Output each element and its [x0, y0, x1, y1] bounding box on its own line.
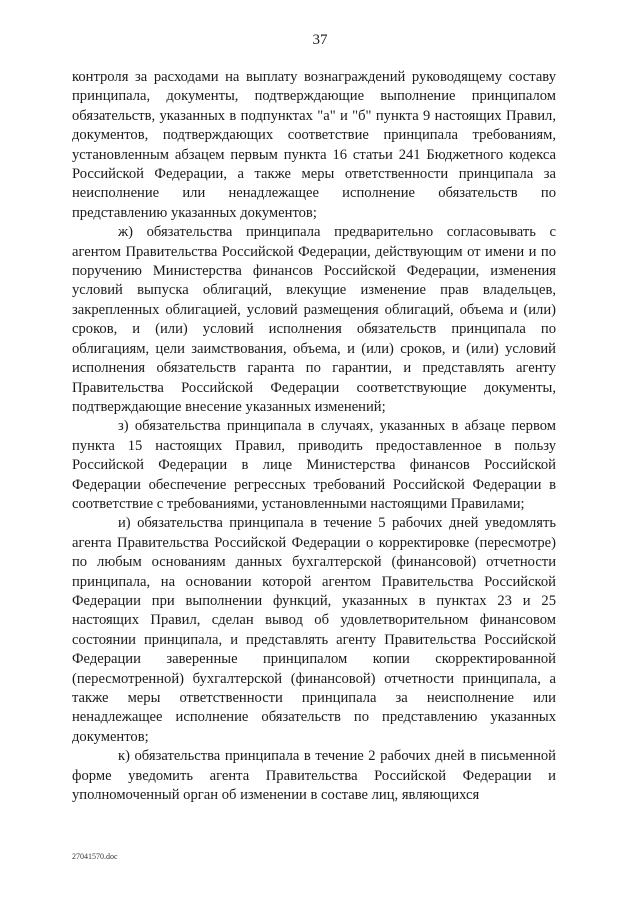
document-body [72, 68, 556, 805]
paragraph-k: к) обязательства принципала в течение 2 рабочих дней в письменной форме уведомить агента Правительства Российской Федерации и уполномоченный орган об изменении в составе лиц, являющихся [72, 748, 556, 804]
paragraph-continuation: контроля за расходами на выплату вознаграждений руководящему составу принципала, документы, подтверждающие выполнение принципалом обязательств, указанных в подпунктах "а" и "б" пункта 9 настоящих Правил, документов, подтверждающих соответствие принципала требованиям, установленным абзацем первым пункта 16 статьи 241 Бюджетного кодекса Российской Федерации, а также меры ответственности принципала за неисполнение или ненадлежащее исполнение обязательств по представлению указанных документов; [72, 69, 556, 221]
page-number: 37 [312, 32, 328, 48]
document-file-id: 27041570.doc [72, 852, 118, 861]
paragraph-z: з) обязательства принципала в случаях, указанных в абзаце первом пункта 15 настоящих Правил, приводить предоставленное в пользу Российской Федерации в лице Министерства финансов Российской Федерации обеспечение регрессных требований Российской Федерации в соответствие с требованиями, установленными настоящими Правилами; [72, 418, 556, 512]
paragraph-i: и) обязательства принципала в течение 5 рабочих дней уведомлять агента Правительства Российской Федерации о корректировке (пересмотре) по любым основаниям данных бухгалтерской (финансовой) отчетности принципала, на основании которой агентом Правительства Российской Федерации при выполнении функций, указанных в пунктах 23 и 25 настоящих Правил, сделан вывод об удовлетворительном финансовом состоянии принципала, и представлять агенту Правительства Российской Федерации заверенные принципалом копии скорректированной (пересмотренной) бухгалтерской (финансовой) отчетности принципала, а также меры ответственности принципала за неисполнение или ненадлежащее исполнение обязательств по представлению указанных документов; [72, 515, 556, 745]
paragraph-zh: ж) обязательства принципала предварительно согласовывать с агентом Правительства Российской Федерации, действующим от имени и по поручению Министерства финансов Российской Федерации, изменения условий выпуска облигаций, влекущие изменение прав владельцев, закрепленных облигацией, условий размещения облигаций, объема и (или) сроков, и (или) условий исполнения обязательств принципала по облигациям, цели заимствования, объема, и (или) сроков, и (или) условий исполнения обязательств гаранта по гарантии, и представлять агенту Правительства Российской Федерации соответствующие документы, подтверждающие внесение указанных изменений; [72, 224, 556, 415]
